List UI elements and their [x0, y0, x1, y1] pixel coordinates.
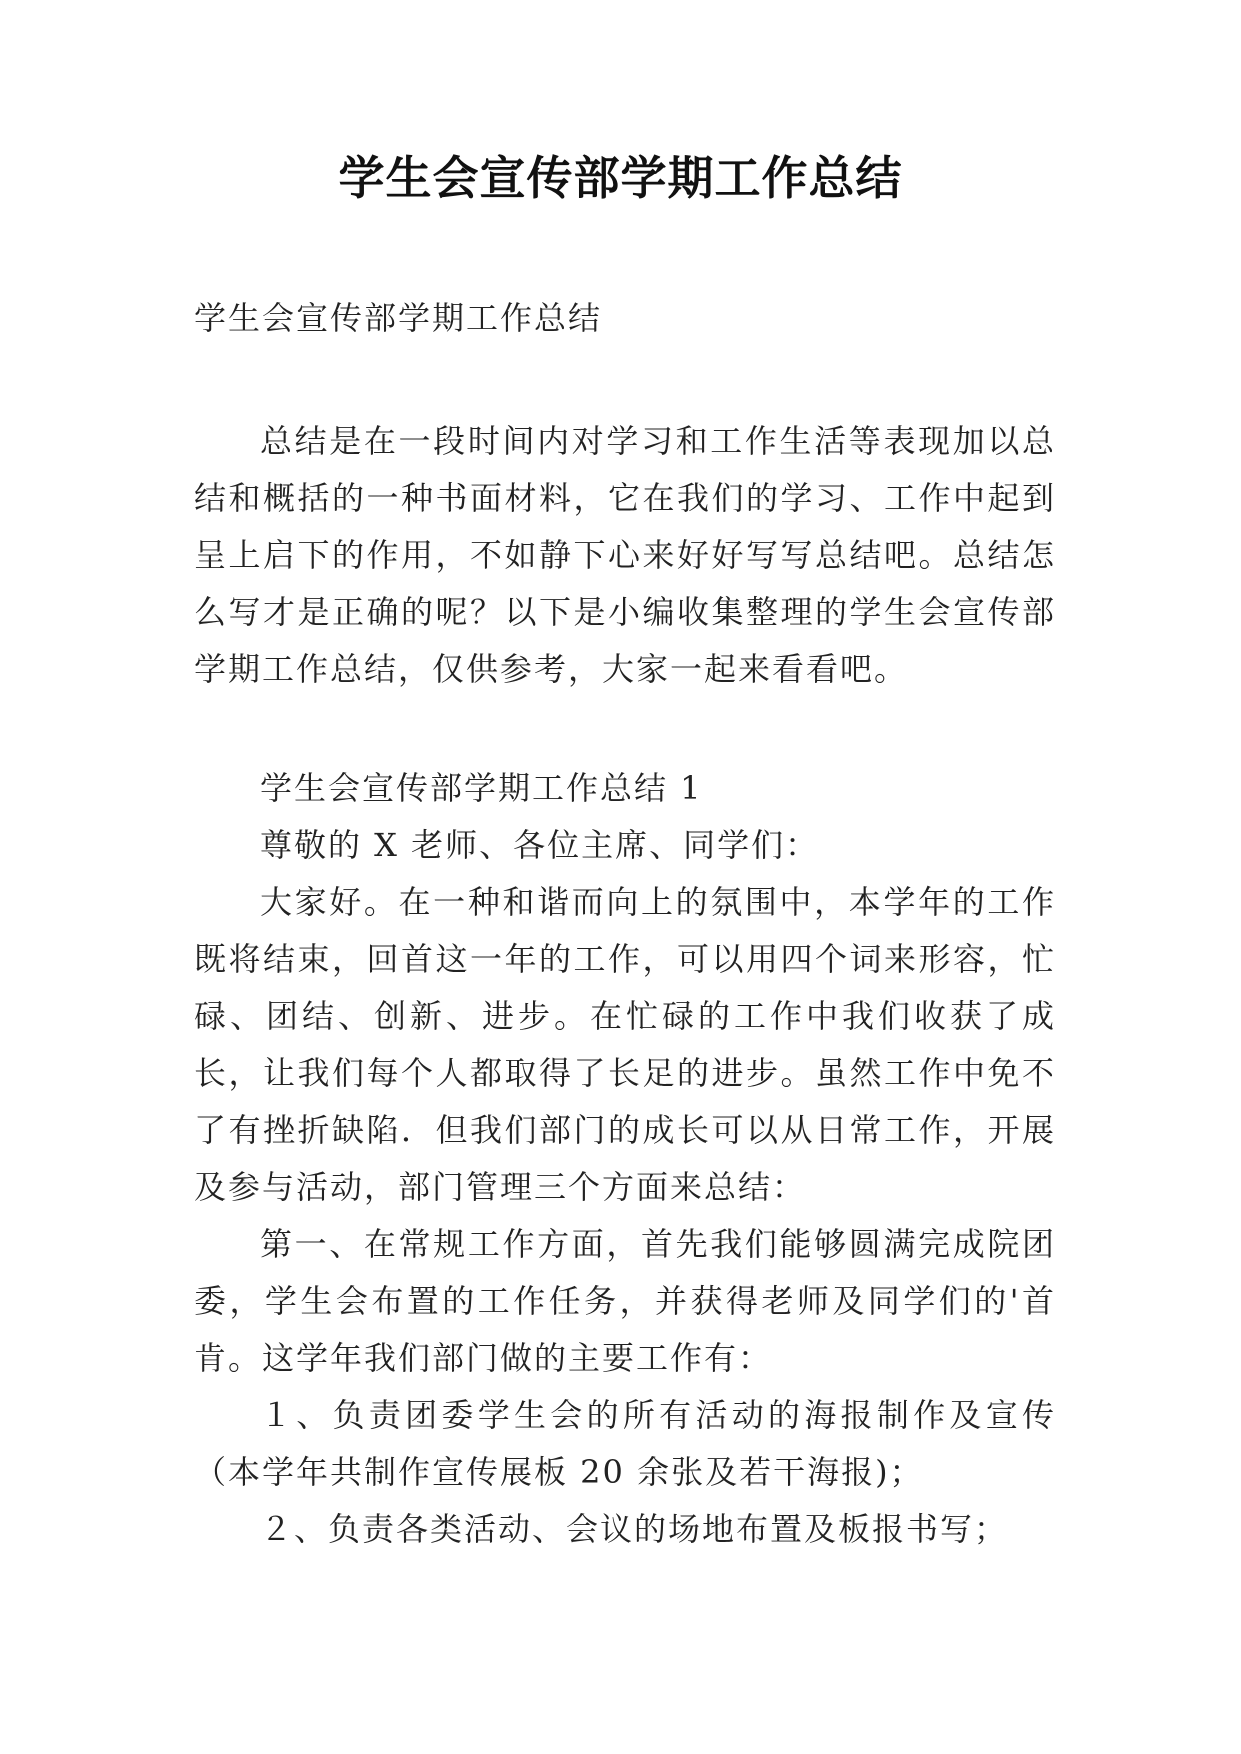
document-body — [194, 290, 1056, 1558]
greeting-line: 尊敬的 X 老师、各位主席、同学们： — [260, 826, 820, 864]
document-subtitle: 学生会宣传部学期工作总结 — [194, 299, 603, 337]
list-item-2: ２、负责各类活动、会议的场地布置及板报书写； — [260, 1510, 1009, 1548]
intro-paragraph: 总结是在一段时间内对学习和工作生活等表现加以总结和概括的一种书面材料，它在我们的学习、工作中起到呈上启下的作用，不如静下心来好好写写总结吧。总结怎么写才是正确的呢？以下是小编收集整理的学生会宣传部学期工作总结，仅供参考，大家一起来看看吧。 — [194, 422, 1056, 688]
list-item-1: １、负责团委学生会的所有活动的海报制作及宣传（本学年共制作宣传展板 20 余张及若干海报)； — [194, 1396, 1056, 1491]
body-paragraph-2: 第一、在常规工作方面，首先我们能够圆满完成院团委，学生会布置的工作任务，并获得老师及同学们的'首肯。这学年我们部门做的主要工作有： — [194, 1225, 1056, 1377]
body-paragraph-1: 大家好。在一种和谐而向上的氛围中，本学年的工作既将结束，回首这一年的工作，可以用四个词来形容，忙碌、团结、创新、进步。在忙碌的工作中我们收获了成长，让我们每个人都取得了长足的进步。虽然工作中免不了有挫折缺陷．但我们部门的成长可以从日常工作，开展及参与活动，部门管理三个方面来总结： — [194, 883, 1056, 1206]
document-title: 学生会宣传部学期工作总结 — [338, 151, 903, 205]
section-heading: 学生会宣传部学期工作总结 1 — [260, 769, 703, 807]
